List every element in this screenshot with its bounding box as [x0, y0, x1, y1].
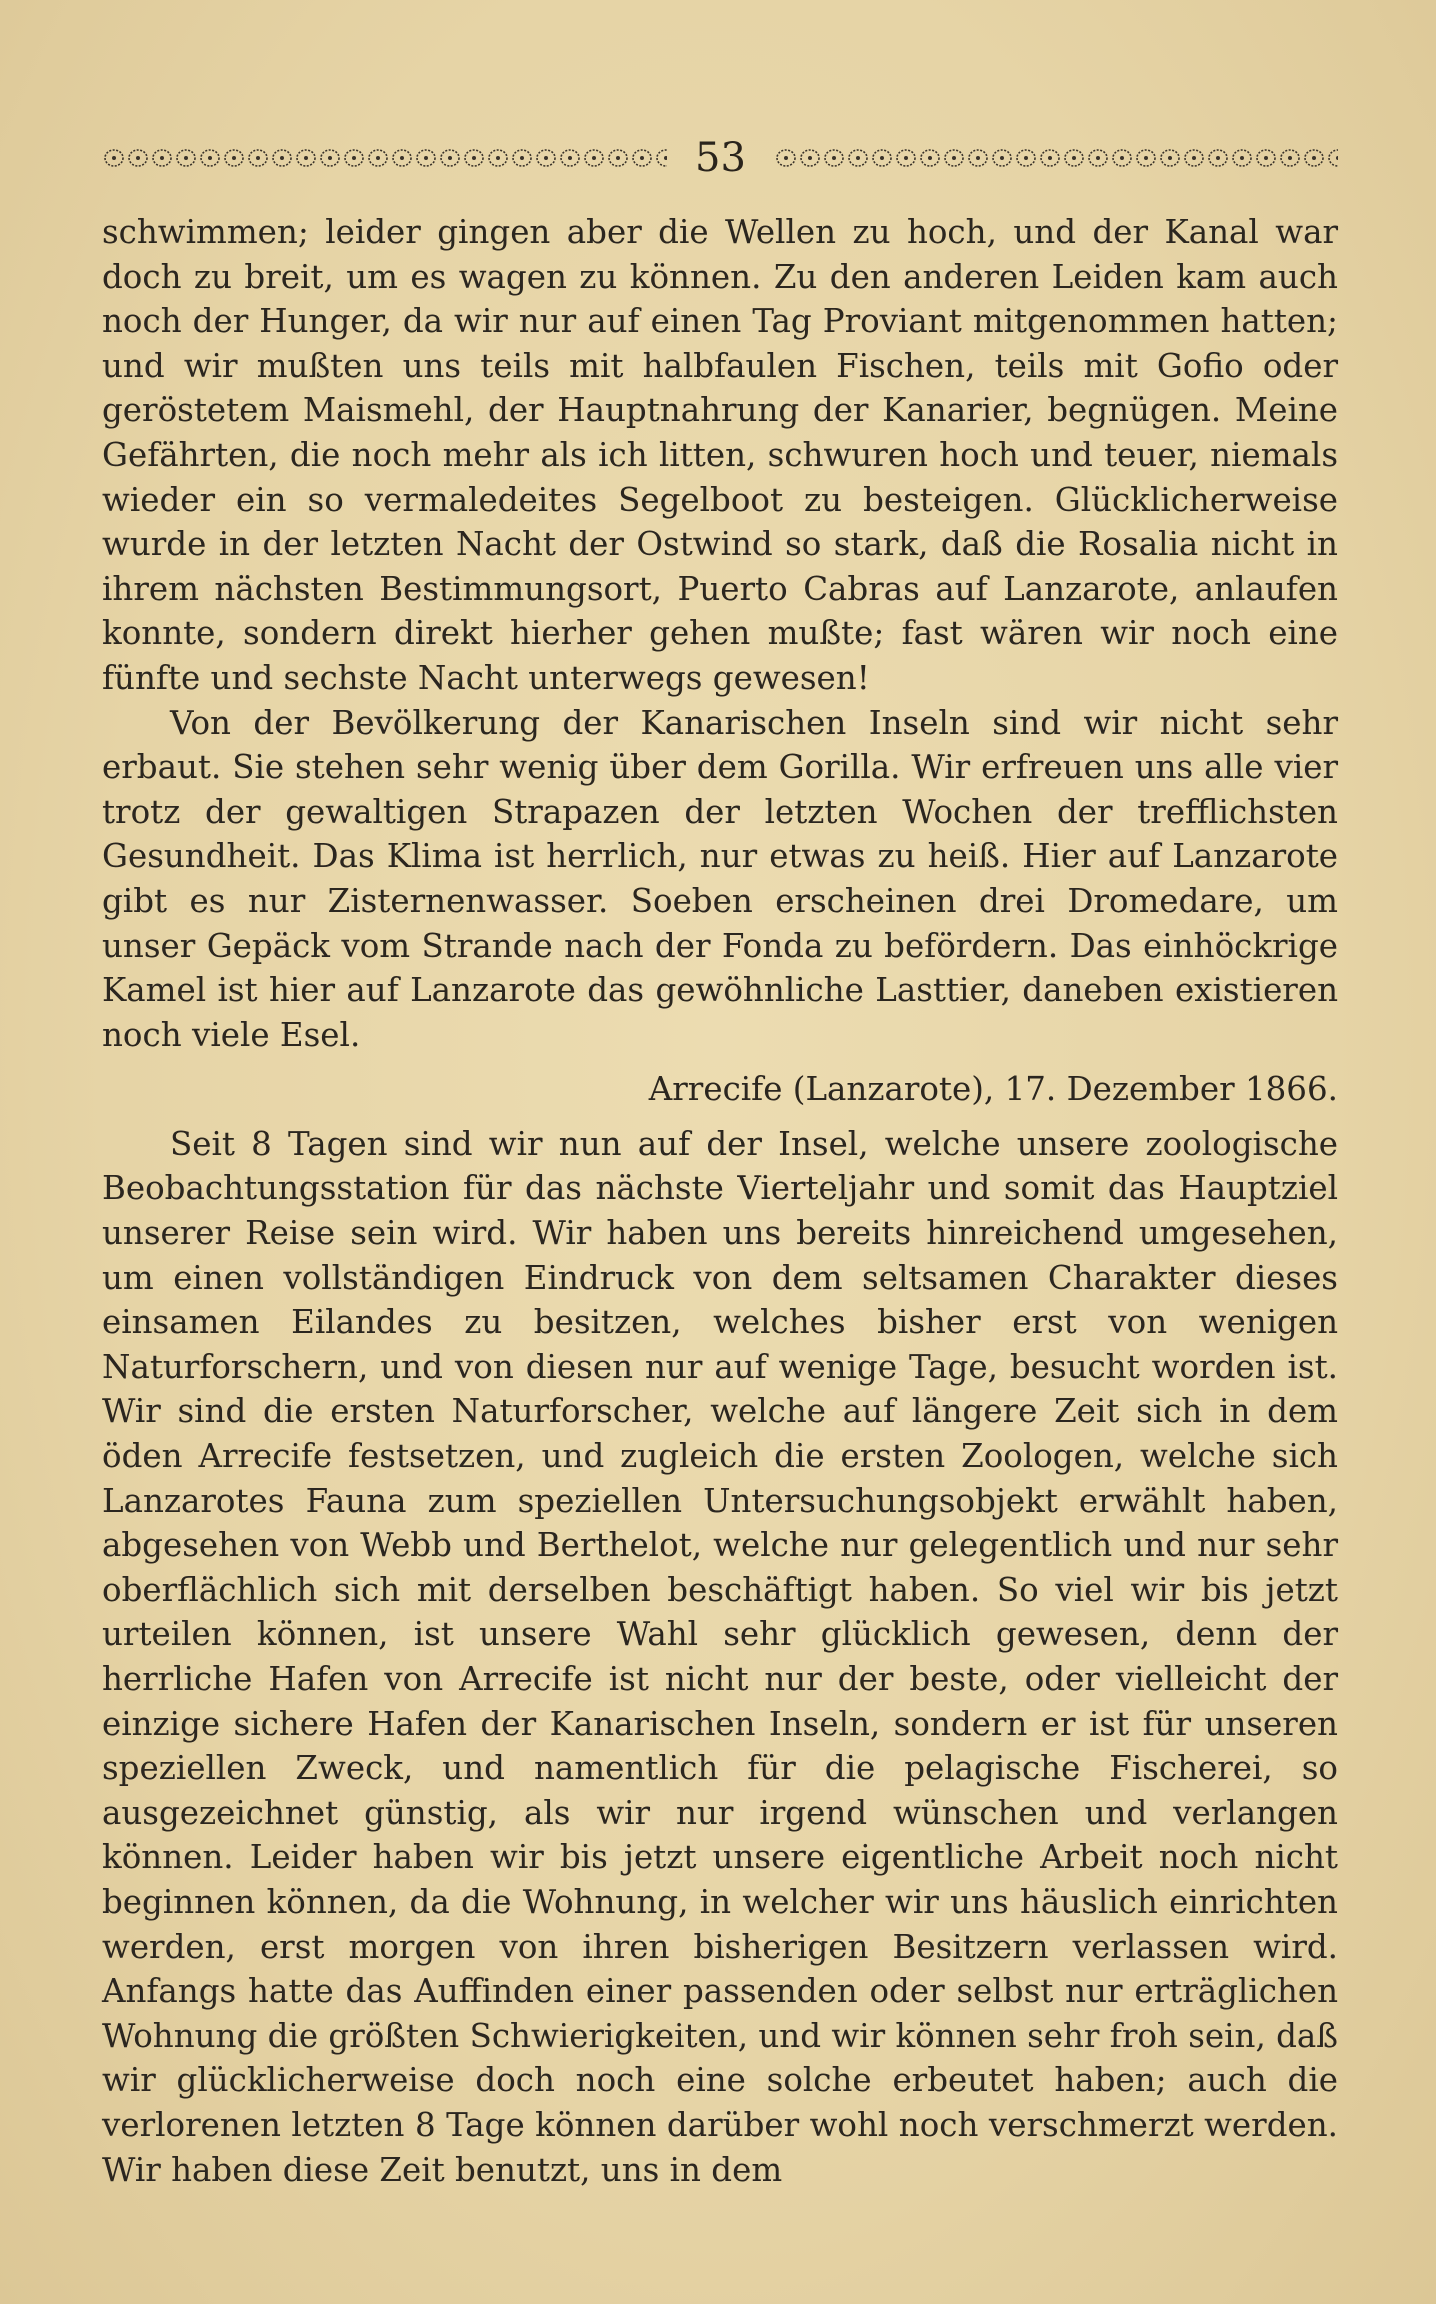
page-header [102, 128, 1338, 188]
paragraph: Von der Bevölkerung der Kanarischen Inseln sind wir nicht sehr erbaut. Sie stehen sehr wenig über dem Gorilla. Wir erfreuen uns alle vier trotz der gewaltigen Strapazen der letzten Wochen der trefflichsten Gesundheit. Das Klima ist herrlich, nur etwas zu heiß. Hier auf Lanzarote gibt es nur Zisternenwasser. Soeben erscheinen drei Dromedare, um unser Gepäck vom Strande nach der Fonda zu befördern. Das einhöckrige Kamel ist hier auf Lanzarote das gewöhnliche Lasttier, daneben existieren noch viele Esel. [102, 703, 1338, 1054]
dateline: Arrecife (Lanzarote), 17. Dezember 1866. [648, 1070, 1338, 1109]
page-number: 53 [695, 135, 746, 181]
paragraph: Seit 8 Tagen sind wir nun auf der Insel, welche unsere zoologische Beobachtungsstation für das nächste Vierteljahr und somit das Hauptziel unserer Reise sein wird. Wir haben uns bereits hinreichend umgesehen, um einen vollständigen Eindruck von dem seltsamen Charakter dieses einsamen Eilandes zu besitzen, welches bisher erst von wenigen Naturforschern, und von diesen nur auf wenige Tage, besucht worden ist. Wir sind die ersten Naturforscher, welche auf längere Zeit sich in dem öden Arrecife festsetzen, und zugleich die ersten Zoologen, welche sich Lanzarotes Fauna zum speziellen Untersuchungsobjekt erwählt haben, abgesehen von Webb und Berthelot, welche nur gelegentlich und nur sehr oberflächlich sich mit derselben beschäftigt haben. So viel wir bis jetzt urteilen können, ist unsere Wahl sehr glücklich gewesen, denn der herrliche Hafen von Arrecife ist nicht nur der beste, oder vielleicht der einzige sichere Hafen der Kanarischen Inseln, sondern er ist für unseren speziellen Zweck, und namentlich für die pelagische Fischerei, so ausgezeichnet günstig, als wir nur irgend wünschen und verlangen können. Leider haben wir bis jetzt unsere eigentliche Arbeit noch nicht beginnen können, da die Wohnung, in welcher wir uns häuslich einrichten werden, erst morgen von ihren bisherigen Besitzern verlassen wird. Anfangs hatte das Auffinden einer passenden oder selbst nur erträglichen Wohnung die größten Schwierigkeiten, und wir können sehr froh sein, daß wir glücklicherweise doch noch eine solche erbeutet haben; auch die verlorenen letzten 8 Tage können darüber wohl noch verschmerzt werden. Wir haben diese Zeit benutzt, uns in dem [102, 1124, 1338, 2189]
body-text [102, 210, 1338, 2192]
paragraph: schwimmen; leider gingen aber die Wellen zu hoch, und der Kanal war doch zu breit, um es wagen zu können. Zu den anderen Leiden kam auch noch der Hunger, da wir nur auf einen Tag Proviant mitgenommen hatten; und wir mußten uns teils mit halbfaulen Fischen, teils mit Gofio oder geröstetem Maismehl, der Hauptnahrung der Kanarier, begnügen. Meine Gefährten, die noch mehr als ich litten, schwuren hoch und teuer, niemals wieder ein so vermaledeites Segelboot zu besteigen. Glücklicherweise wurde in der letzten Nacht der Ostwind so stark, daß die Rosalia nicht in ihrem nächsten Bestimmungsort, Puerto Cabras auf Lanzarote, anlaufen konnte, sondern direkt hierher gehen mußte; fast wären wir noch eine fünfte und sechste Nacht unterwegs gewesen! [102, 213, 1338, 697]
ornament-border-right [774, 144, 1338, 172]
ornament-border-left [102, 144, 667, 172]
